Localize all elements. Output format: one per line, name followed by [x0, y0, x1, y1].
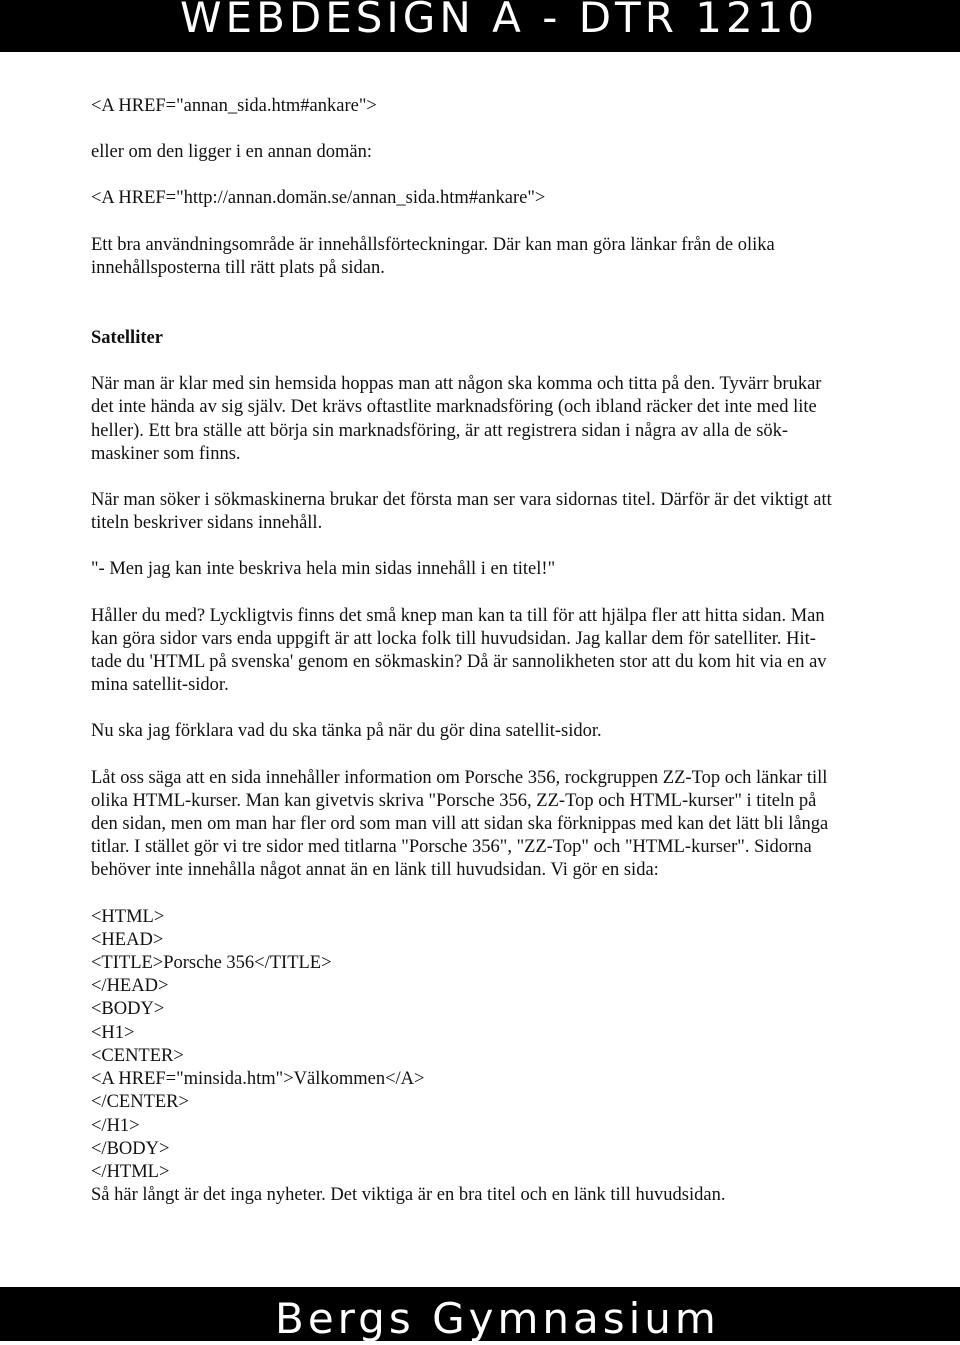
page-header — [0, 0, 960, 52]
header-title: WEBDESIGN A - DTR 1210 — [180, 0, 819, 42]
code-example-satellite-page — [91, 906, 881, 1184]
paragraph-conclusion: Så här långt är det inga nyheter. Det viktiga är en bra titel och en länk till huvudsidan. — [91, 1185, 726, 1206]
code-line: </BODY> — [91, 1138, 170, 1159]
code-line: </CENTER> — [91, 1092, 189, 1113]
document-body — [91, 95, 881, 1207]
footer-title: Bergs Gymnasium — [275, 1294, 720, 1343]
code-line: <TITLE>Porsche 356</TITLE> — [91, 953, 332, 974]
paragraph-marketing: När man är klar med sin hemsida hoppas man att någon ska komma och titta på den. Tyvärr brukar det inte hända av sig själv. Det krävs oftastlite marknadsföring (och ibland räcker det inte med lite heller). Ett bra ställe att börja sin marknadsföring, är att registrera sidan i några av alla de sök- maskiner som finns. — [91, 374, 822, 464]
paragraph-quote: "- Men jag kan inte beskriva hela min sidas innehåll i en titel!" — [91, 559, 556, 580]
paragraph-title-importance: När man söker i sökmaskinerna brukar det första man ser vara sidornas titel. Därför är det viktigt att titeln beskriver sidans innehåll. — [91, 490, 832, 534]
code-example-anchor-other-domain: <A HREF="http://annan.domän.se/annan_sida.htm#ankare"> — [91, 188, 546, 209]
code-line: <BODY> — [91, 999, 165, 1020]
code-example-anchor-same-domain: <A HREF="annan_sida.htm#ankare"> — [91, 96, 377, 116]
code-line: <CENTER> — [91, 1045, 184, 1066]
code-line: </HEAD> — [91, 976, 169, 997]
page-footer — [0, 1287, 960, 1341]
paragraph-satellites-explained: Håller du med? Lyckligtvis finns det små knep man kan ta till för att hjälpa fler att hitta sidan. Man kan göra sidor vars enda uppgift är att locka folk till huvudsidan. Jag kallar dem för satelliter. Hit- tade du 'HTML på svenska' genom en sökmaskin? Då är sannolikheten stor att du kom hit via en av mina satellit-sidor. — [91, 605, 827, 696]
code-line: </H1> — [91, 1115, 140, 1136]
code-line: <HTML> — [91, 906, 165, 927]
paragraph-toc-usage: Ett bra användningsområde är innehållsförteckningar. Där kan man göra länkar från de olika innehållsposterna till rätt plats på sidan. — [91, 234, 775, 278]
paragraph-other-domain: eller om den ligger i en annan domän: — [91, 142, 373, 163]
code-line: <H1> — [91, 1022, 135, 1043]
section-heading-satelliter: Satelliter — [91, 328, 163, 349]
code-line: <A HREF="minsida.htm">Välkommen</A> — [91, 1069, 425, 1090]
code-line: </HTML> — [91, 1161, 170, 1182]
paragraph-intro-explanation: Nu ska jag förklara vad du ska tänka på när du gör dina satellit-sidor. — [91, 721, 602, 742]
code-line: <HEAD> — [91, 929, 164, 950]
paragraph-porsche-example: Låt oss säga att en sida innehåller information om Porsche 356, rockgruppen ZZ-Top och länkar till olika HTML-kurser. Man kan givetvis skriva "Porsche 356, ZZ-Top och HTML-kurser" i titeln på den sidan, men om man har fler ord som man vill att sidan ska förknippas med kan det lätt bli långa titlar. I stället gör vi tre sidor med titlarna "Porsche 356", "ZZ-Top" och "HTML-kurser". Sidorna behöver inte innehålla något annat än en länk till huvudsidan. Vi gör en sida: — [91, 767, 829, 881]
